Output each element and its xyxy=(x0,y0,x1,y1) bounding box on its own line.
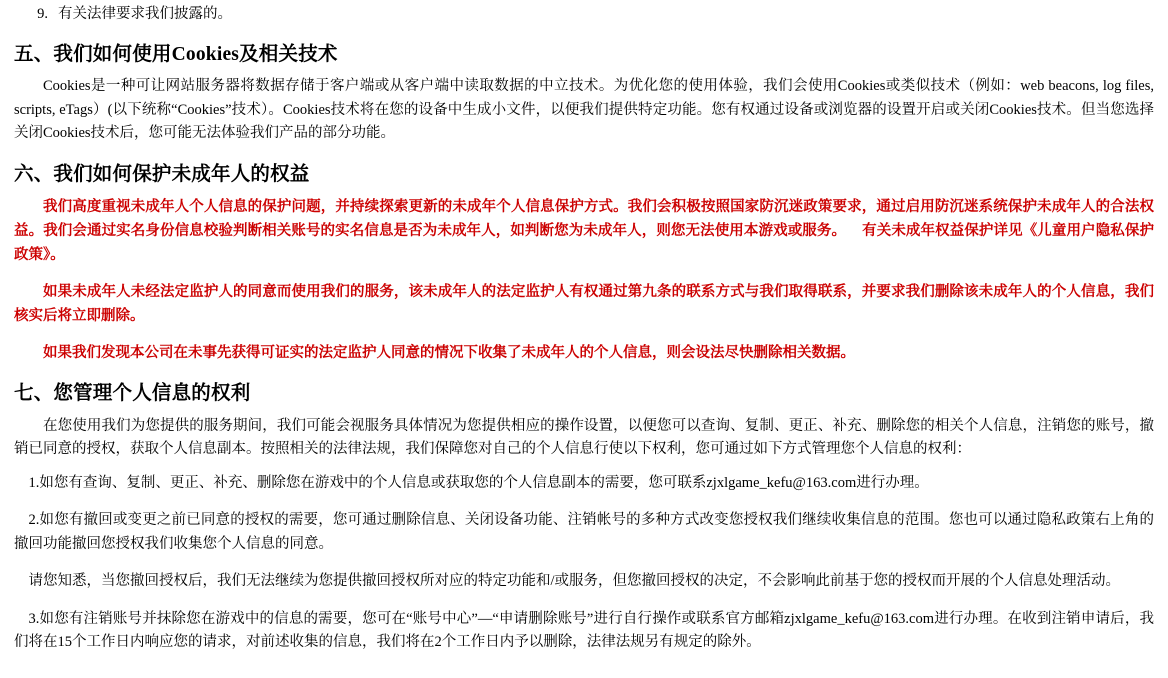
paragraph-rights-2: 2.如您有撤回或变更之前已同意的授权的需要，您可通过删除信息、关闭设备功能、注销帐号的多种方式改变您授权我们继续收集信息的范围。您也可以通过隐私政策右上角的撤回功能撤回您授权我们收集您个人信息的同意。 xyxy=(14,512,1154,552)
list-item-label: 有关法律要求我们披露的。 xyxy=(58,6,232,22)
children-policy-link[interactable]: 有关未成年权益保护详见《儿童用户隐私保护政策》。 xyxy=(14,222,1154,264)
list-item-number: 9. xyxy=(37,6,48,22)
paragraph-rights-intro: 在您使用我们为您提供的服务期间，我们可能会视服务具体情况为您提供相应的操作设置，以便您可以查询、复制、更正、补充、删除您的相关个人信息，注销您的账号，撤销已同意的授权，获取个人信息副本。按照相关的法律法规，我们保障您对自己的个人信息行使以下权利，您可通过如下方式管理您个人信息的权利： xyxy=(14,417,1154,458)
paragraph-cookies-1: Cookies是一种可让网站服务器将数据存储于客户端或从客户端中读取数据的中立技术。为优化您的使用体验，我们会使用Cookies或类似技术（例如：web beacons, log files, scripts, eTags）(以下统称“Cookies”技术）。Cookies技术将在您的设备中生成小文件，以便我们提供特定功能。您有权通过设备或浏览器的设置开启或关闭Cookies技术。但当您选择关闭Cookies技术后，您可能无法体验我们产品的部分功能。 xyxy=(14,78,1154,142)
paragraph-minors-1 xyxy=(14,195,1154,267)
section-minors xyxy=(14,162,1154,366)
section-heading-user-rights: 七、您管理个人信息的权利 xyxy=(14,383,251,405)
paragraph-minors-2: 如果未成年人未经法定监护人的同意而使用我们的服务，该未成年人的法定监护人有权通过第九条的联系方式与我们取得联系，并要求我们删除该未成年人的个人信息，我们核实后将立即删除。 xyxy=(14,284,1154,325)
paragraph-rights-note: 请您知悉，当您撤回授权后，我们无法继续为您提供撤回授权所对应的特定功能和/或服务，但您撤回授权的决定，不会影响此前基于您的授权而开展的个人信息处理活动。 xyxy=(28,573,1121,590)
section-user-rights xyxy=(14,381,1154,654)
paragraph-minors-3: 如果我们发现本公司在未事先获得可证实的法定监护人同意的情况下收集了未成年人的个人信息，则会设法尽快删除相关数据。 xyxy=(43,345,855,362)
section-heading-minors: 六、我们如何保护未成年人的权益 xyxy=(14,163,310,185)
section-heading-cookies: 五、我们如何使用Cookies及相关技术 xyxy=(14,43,338,65)
paragraph-rights-3: 3.如您有注销账号并抹除您在游戏中的信息的需要，您可在“账号中心”—“申请删除账号”进行自行操作或联系官方邮箱zjxlgame_kefu@163.com进行办理。在收到注销申请后，我们将在15个工作日内响应您的请求，对前述收集的信息，我们将在2个工作日内予以删除，法律法规另有规定的除外。 xyxy=(14,610,1154,650)
section-cookies xyxy=(14,42,1154,146)
paragraph-rights-1: 1.如您有查询、复制、更正、补充、删除您在游戏中的个人信息或获取您的个人信息副本的需要，您可联系zjxlgame_kefu@163.com进行办理。 xyxy=(28,474,929,491)
list-item xyxy=(14,0,1154,26)
paragraph-minors-1-main: 我们高度重视未成年人个人信息的保护问题，并持续探索更新的未成年个人信息保护方式。我们会积极按照国家防沉迷政策要求，通过启用防沉迷系统保护未成年人的合法权益。我们会通过实名身份信息校验判断相关账号的实名信息是否为未成年人，如判断您为未成年人，则您无法使用本游戏或服务。 xyxy=(14,198,1154,239)
